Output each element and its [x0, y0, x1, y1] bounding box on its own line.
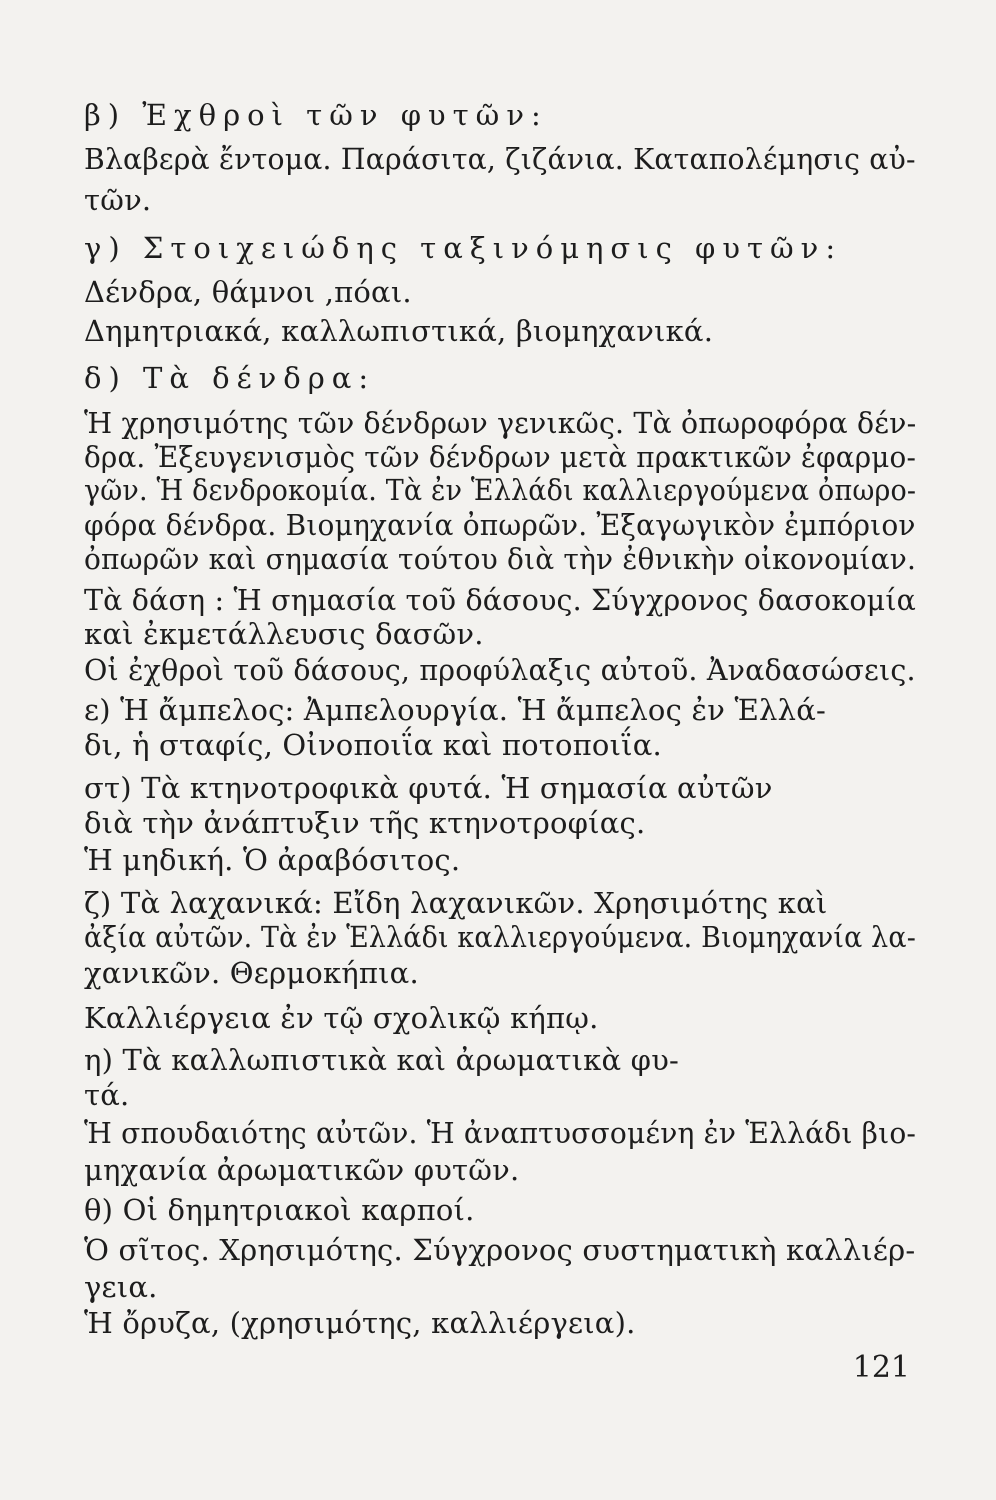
text-line: Βλαβερὰ ἔντομα. Παράσιτα, ζιζάνια. Καταπολέμησις αὐ- [84, 142, 916, 176]
text-line: φόρα δένδρα. Βιομηχανία ὀπωρῶν. Ἐξαγωγικὸν ἐμπόριον [84, 508, 916, 542]
text-line: ἀξία αὐτῶν. Τὰ ἐν Ἑλλάδι καλλιεργούμενα. Βιομηχανία λα- [84, 920, 916, 954]
text-line: γεια. [84, 1270, 158, 1304]
text-line: ζ) Τὰ λαχανικά: Εἴδη λαχανικῶν. Χρησιμότης καὶ [84, 886, 828, 920]
text-line: η) Τὰ καλλωπιστικὰ καὶ ἀρωματικὰ φυ- [84, 1043, 680, 1077]
text-line: ε) Ἡ ἄμπελος: Ἀμπελουργία. Ἡ ἄμπελος ἐν Ἑλλά- [84, 693, 827, 727]
text-line: διὰ τὴν ἀνάπτυξιν τῆς κτηνοτροφίας. [84, 806, 646, 840]
text-line: Δημητριακά, καλλωπιστικά, βιομηχανικά. [84, 314, 714, 348]
text-line: δρα. Ἐξευγενισμὸς τῶν δένδρων μετὰ πρακτικῶν ἐφαρμο- [84, 440, 917, 474]
text-line: Ὁ σῖτος. Χρησιμότης. Σύγχρονος συστηματικὴ καλλιέρ- [84, 1233, 916, 1267]
text-line: τῶν. [84, 183, 152, 217]
text-line: Ἡ χρησιμότης τῶν δένδρων γενικῶς. Τὰ ὀπωροφόρα δέν- [84, 406, 917, 440]
page-number: 121 [852, 1350, 910, 1385]
text-line: Ἡ μηδική. Ὁ ἀραβόσιτος. [84, 843, 461, 877]
text-line: δ) Τὰ δένδρα: [84, 361, 376, 395]
text-line: τά. [84, 1078, 130, 1112]
text-line: στ) Τὰ κτηνοτροφικὰ φυτά. Ἡ σημασία αὐτῶν [84, 771, 773, 805]
text-line: καὶ ἐκμετάλλευσις δασῶν. [84, 617, 484, 651]
text-line: δι, ἡ σταφίς, Οἰνοποιΐα καὶ ποτοποιΐα. [84, 728, 662, 762]
text-line: Δένδρα, θάμνοι ,πόαι. [84, 275, 412, 309]
text-line: γῶν. Ἡ δενδροκομία. Τὰ ἐν Ἑλλάδι καλλιεργούμενα ὀπωρο- [84, 473, 917, 507]
text-line: β) Ἐχθροὶ τῶν φυτῶν: [84, 98, 548, 132]
text-line: Οἱ ἐχθροὶ τοῦ δάσους, προφύλαξις αὐτοῦ. Ἀναδασώσεις. [84, 653, 916, 687]
text-line: θ) Οἱ δημητριακοὶ καρποί. [84, 1193, 475, 1227]
text-line: χανικῶν. Θερμοκήπια. [84, 956, 419, 990]
text-line: Ἡ ὄρυζα, (χρησιμότης, καλλιέργεια). [84, 1306, 636, 1340]
text-line: Τὰ δάση : Ἡ σημασία τοῦ δάσους. Σύγχρονος δασοκομία [84, 583, 917, 617]
text-line: Ἡ σπουδαιότης αὐτῶν. Ἡ ἀναπτυσσομένη ἐν Ἑλλάδι βιο- [84, 1116, 917, 1150]
text-line: Καλλιέργεια ἐν τῷ σχολικῷ κήπῳ. [84, 1001, 599, 1035]
text-line: γ) Στοιχειώδης ταξινόμησις φυτῶν: [84, 231, 843, 265]
text-line: ὀπωρῶν καὶ σημασία τούτου διὰ τὴν ἐθνικὴν οἰκονομίαν. [84, 542, 917, 576]
text-line: μηχανία ἀρωματικῶν φυτῶν. [84, 1153, 520, 1187]
